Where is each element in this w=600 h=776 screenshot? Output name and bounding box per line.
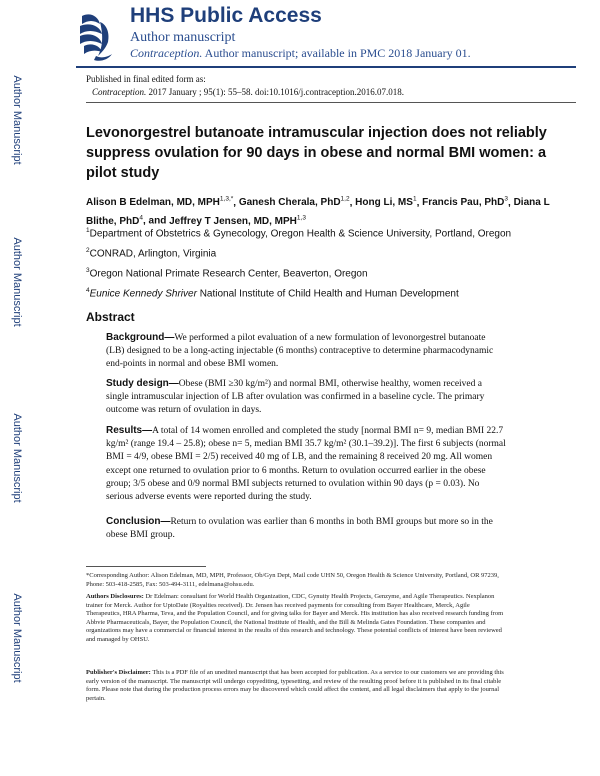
affiliation-4: $^4$Eunice Kennedy Shriver National Institute of Child Health and Human Development [86, 287, 459, 300]
affiliation-2: $^2$CONRAD, Arlington, Virginia [86, 247, 217, 260]
side-label-author-manuscript: Author Manuscript [11, 593, 23, 683]
author-name: Alison B Edelman, MD, $MPH^{1,3,*}$ [86, 196, 234, 209]
affiliation-3: $^3$Oregon National Primate Research Center, Beaverton, Oregon [86, 267, 368, 280]
hhs-header [76, 4, 576, 70]
footnote-publisher-disclaimer: Publisher's Disclaimer: This is a PDF file of an unedited manuscript that has been accepted for publication. As a service to our customers we are providing this early version of the manuscript. The manuscript will undergo copyediting, typesetting, and review of the resulting proof before it is published in its final citable form. Please note that during the production process errors may be discovered which could affect the content, and all legal disclaimers that apply to the journal pertain. [86, 669, 504, 702]
publication-divider [86, 102, 576, 103]
hhs-eagle-logo-icon [76, 6, 118, 64]
footnote-disclosures: Authors Disclosures: Dr Edelman: consultant for World Health Organization, CDC, Gynuity Health Projects, Genzyme, and Agile Therapeutics. Nexplanon trainer for Merck. Author for UptoDate (Royalties received). Dr. Jensen has received payments for consulting from Bayer Healthcare, Merck, Agile Therapeutics, HRA Pharma, Teva, and the Population Council, and for giving talks for Bayer and Merck. His institution has also received research funding from Abbvie Pharmaceuticals, Bayer, the Population Council, the National Institute of Health, and the Bill & Melinda Gates Foundation. These companies and organizations may have a commercial or financial interest in the results of this research and technology. These potential conflicts of interest have been reviewed and managed by OHSU. [86, 593, 504, 643]
author-name: Diana L Blithe, PhD$^4$ [86, 197, 550, 227]
author-name: Francis Pau, PhD$^3$ [422, 196, 508, 209]
footnote-divider [86, 566, 206, 567]
abstract-results: Results—A total of 14 women enrolled and completed the study [normal BMI n= 9, median BMI 22.7 kg/m² (range 19.4 – 25.8); obese n= 5, median BMI 35.7 kg/m² (30.1–39.2)]. The first 6 subjects (normal BMI = 4/9, obese BMI = 2/5) received 40 mg of LB, and the remaining 8 received 20 mg. All women except one returned to ovulation prior to 6 months. Return to ovulation occurred earlier in the obese group; 3/5 obese and 0/9 normal BMI subjects returned to ovulation within 90 days (p = 0.03). No serious adverse events were reported during the study. [106, 425, 506, 503]
citation: Contraception. 2017 January ; 95(1): 55–58. doi:10.1016/j.contraception.2016.07.018. [92, 87, 404, 97]
side-label-author-manuscript: Author Manuscript [11, 75, 23, 165]
affiliation-1: $^1$Department of Obstetrics & Gynecology, Oregon Health & Science University, Portland, Oregon [86, 227, 512, 240]
abstract-study-design: Study design—Obese (BMI ≥30 kg/m²) and normal BMI, otherwise healthy, women received a single intramuscular injection of LB after ovulation was confirmed in a baseline cycle. The primary outcome was return of ovulation in days. [106, 378, 485, 416]
abstract-background: Background—We performed a pilot evaluation of a new formulation of levonorgestrel butanoate (LB) designed to be a long-acting injectable (6 months) contraceptive to determine pharmacodynamic end-points in normal and obese BMI women. [106, 332, 494, 370]
published-label: Published in final edited form as: [86, 74, 206, 84]
journal-availability-line: Contraception. Author manuscript; available in PMC 2018 January 01. [130, 46, 471, 60]
author-name: Hong Li, $MS^1$ [355, 196, 417, 209]
abstract-heading: Abstract [86, 310, 135, 324]
publication-info [86, 73, 566, 99]
side-label-author-manuscript: Author Manuscript [11, 413, 23, 503]
footnote-corresponding-author: *Corresponding Author: Alison Edelman, MD, MPH, Professor, Ob/Gyn Dept, Mail code UHN 50, Oregon Health & Science University, Portland, OR 97239, Phone: 503-418-2585, Fax: 503-494-3111, edelmana@ohsu.edu. [86, 572, 499, 588]
author-manuscript-label: Author manuscript [130, 30, 236, 45]
hhs-title: HHS Public Access [130, 4, 322, 27]
header-divider [76, 66, 576, 68]
author-name: Ganesh Cherala, PhD$^{1,2}$ [238, 196, 350, 209]
side-label-author-manuscript: Author Manuscript [11, 237, 23, 327]
author-name: Jeffrey T Jensen, MD, MPH$^{1,3}$ [169, 214, 306, 227]
article-title: Levonorgestrel butanoate intramuscular injection does not reliably suppress ovulation for 90 days in obese and normal BMI women: a pilot study [86, 125, 547, 181]
author-list: Alison B Edelman, MD, $MPH^{1,3,*}$, Ganesh Cherala, PhD$^{1,2}$, Hong Li, $MS^1$, Francis Pau, PhD$^3$, Diana L Blithe, PhD$^4$, and Jeffrey T Jensen, MD, MPH$^{1,3}$ [86, 196, 550, 227]
abstract-conclusion: Conclusion—Return to ovulation was earlier than 6 months in both BMI groups but more so in the obese BMI group. [106, 516, 493, 541]
